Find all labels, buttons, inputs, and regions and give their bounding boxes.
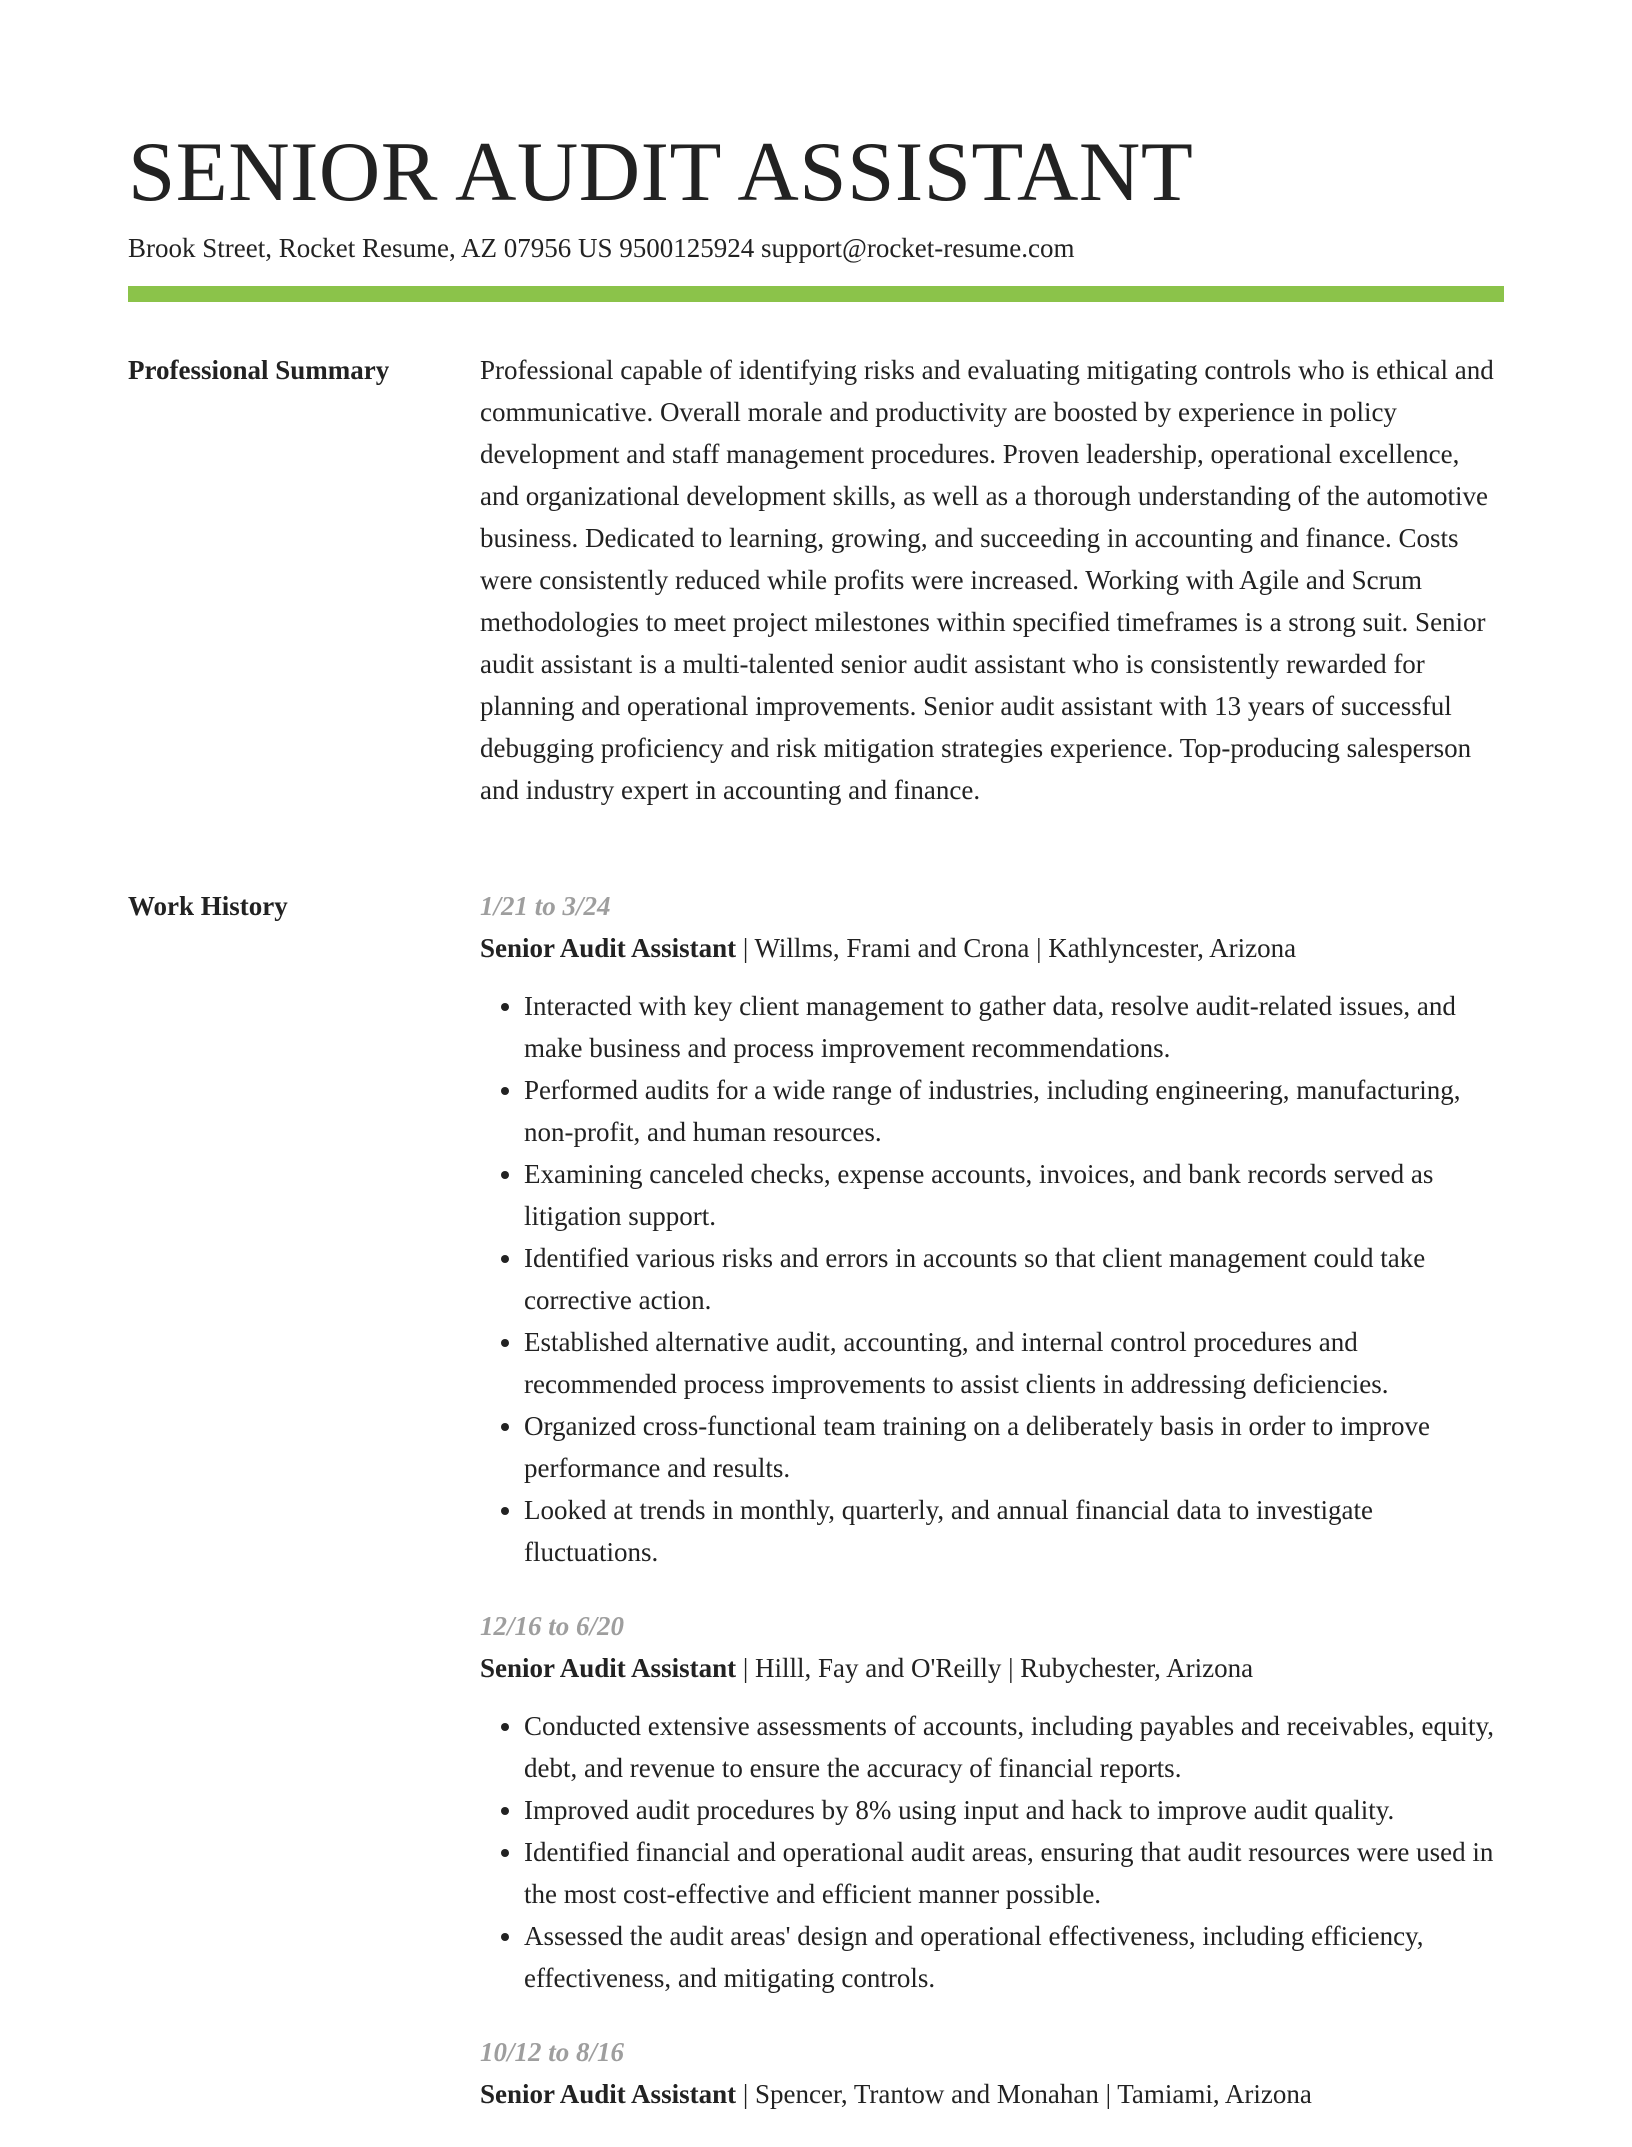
job-bullet-item: • Looked at trends in monthly, quarterly, and annual financial data to investigate fluctuations. (524, 1489, 1504, 1573)
work-history-body (480, 885, 1504, 2147)
job-bullet-item: • Performed audits for a wide range of industries, including engineering, manufacturing, non-profit, and human resources. (524, 1069, 1504, 1153)
job-entry (480, 2031, 1504, 2115)
job-dates: 12/16 to 6/20 (480, 1611, 625, 1641)
job-separator: | (1098, 2079, 1118, 2109)
job-dates: 1/21 to 3/24 (480, 891, 611, 921)
job-bullet-item: • Identified various risks and errors in accounts so that client management could take corrective action. (524, 1237, 1504, 1321)
job-company: Willms, Frami and Crona (754, 933, 1030, 963)
resume-name-heading: SENIOR AUDIT ASSISTANT (128, 125, 1194, 219)
job-bullet-item: • Conducted extensive assessments of accounts, including payables and receivables, equity, debt, and revenue to ensure the accuracy of financial reports. (524, 1705, 1504, 1789)
job-bullet-item: • Assessed the audit areas' design and operational effectiveness, including efficiency, effectiveness, and mitigating controls. (524, 1915, 1504, 1999)
job-separator: | (736, 1653, 755, 1683)
job-bullet-item: • Improved audit procedures by 8% using input and hack to improve audit quality. (524, 1789, 1504, 1831)
job-location: Kathlyncester, Arizona (1048, 933, 1297, 963)
job-bullet-list (480, 1705, 1504, 1999)
job-bullet-item: • Established alternative audit, accounting, and internal control procedures and recommended process improvements to assist clients in addressing deficiencies. (524, 1321, 1504, 1405)
job-bullet-item: • Examining canceled checks, expense accounts, invoices, and bank records served as litigation support. (524, 1153, 1504, 1237)
job-title: Senior Audit Assistant (480, 2079, 737, 2109)
work-history-label: Work History (128, 891, 288, 921)
job-location: Rubychester, Arizona (1020, 1653, 1254, 1683)
summary-label: Professional Summary (128, 355, 390, 385)
job-title: Senior Audit Assistant (480, 1653, 737, 1683)
job-separator: | (736, 933, 755, 963)
job-bullet-item: • Organized cross-functional team training on a deliberately basis in order to improve performance and results. (524, 1405, 1504, 1489)
job-separator: | (1029, 933, 1049, 963)
accent-divider (128, 286, 1504, 302)
job-title-line (480, 1647, 1504, 1689)
job-separator: | (1001, 1653, 1021, 1683)
job-entry (480, 885, 1504, 1573)
job-bullet-item: • Identified financial and operational audit areas, ensuring that audit resources were used in the most cost-effective and efficient manner possible. (524, 1831, 1504, 1915)
job-title: Senior Audit Assistant (480, 933, 737, 963)
job-company: Spencer, Trantow and Monahan (754, 2079, 1099, 2109)
contact-line: Brook Street, Rocket Resume, AZ 07956 US 9500125924 support@rocket-resume.com (128, 233, 1075, 263)
job-bullet-list (480, 985, 1504, 1573)
summary-body (480, 349, 1504, 811)
job-location: Tamiami, Arizona (1117, 2079, 1312, 2109)
job-company: Hilll, Fay and O'Reilly (754, 1653, 1002, 1683)
job-dates: 10/12 to 8/16 (480, 2037, 625, 2067)
job-separator: | (736, 2079, 755, 2109)
summary-text: Professional capable of identifying risks and evaluating mitigating controls who is ethical and communicative. Overall morale and productivity are boosted by experience in policy development and staff management procedures. Proven leadership, operational excellence, and organizational development skills, as well as a thorough understanding of the automotive business. Dedicated to learning, growing, and succeeding in accounting and finance. Costs were consistently reduced while profits were increased. Working with Agile and Scrum methodologies to meet project milestones within specified timeframes is a strong suit. Senior audit assistant is a multi-talented senior audit assistant who is consistently rewarded for planning and operational improvements. Senior audit assistant with 13 years of successful debugging proficiency and risk mitigation strategies experience. Top-producing salesperson and industry expert in accounting and finance. (480, 355, 1494, 805)
job-title-line (480, 2073, 1504, 2115)
job-bullet-item: • Interacted with key client management to gather data, resolve audit-related issues, and make business and process improvement recommendations. (524, 985, 1504, 1069)
job-entry (480, 1605, 1504, 1999)
job-title-line (480, 927, 1504, 969)
